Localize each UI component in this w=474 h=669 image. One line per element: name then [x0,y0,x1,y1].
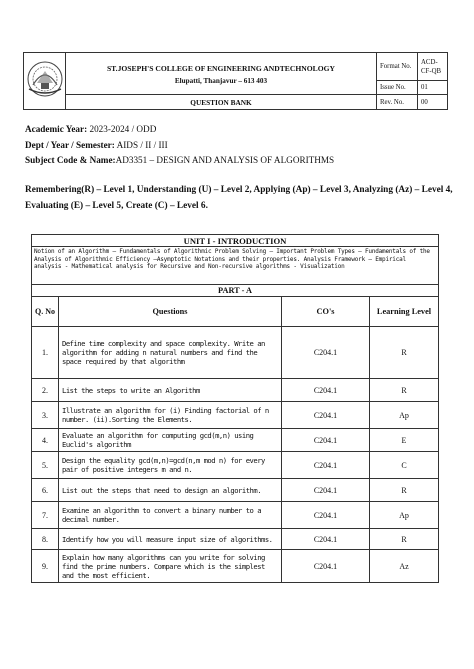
col-header-questions: Questions [59,297,282,327]
learning-level: C [370,452,439,479]
table-row [32,327,439,379]
course-outcome: C204.1 [282,379,370,402]
subject-value: AD3351 – DESIGN AND ANALYSIS OF ALGORITHMS [115,155,335,165]
issue-value: 01 [418,81,448,95]
course-outcome: C204.1 [282,429,370,452]
question-text: Illustrate an algorithm for (i) Finding factorial of n number. (ii).Sorting the Elements. [59,402,282,429]
question-number: 7. [32,502,59,529]
col-header-qno: Q. No [32,297,59,327]
dept-label: Dept / Year / Semester: [25,140,115,150]
unit-syllabus: Notion of an Algorithm – Fundamentals of Algorithmic Problem Solving – Important Problem Types – Fundamentals of the Analysis of Algorithmic Efficiency –Asymptotic Notations and their properties. Analysis Framework – Empirical analysis - Mathematical analysis for Recursive and Non-recursive algorithms - Visualization [32,247,439,285]
part-heading: PART - A [32,285,439,297]
question-text: Define time complexity and space complexity. Write an algorithm for adding n natural numbers and find the space required by that algorithm [59,327,282,379]
academic-year-label: Academic Year: [25,124,88,134]
learning-level: Az [370,550,439,583]
course-outcome: C204.1 [282,550,370,583]
logo-frame [24,53,66,110]
table-row [32,402,439,429]
unit-title: UNIT I - INTRODUCTION [32,235,439,247]
format-label: Format No. [377,53,418,81]
question-text: Examine an algorithm to convert a binary number to a decimal number. [59,502,282,529]
learning-level: R [370,327,439,379]
rev-label: Rev. No. [377,95,418,110]
learning-level: Ap [370,502,439,529]
question-bank-title: QUESTION BANK [66,95,377,110]
subject-line [25,154,334,166]
col-header-level: Learning Level [370,297,439,327]
question-text: Explain how many algorithms can you write for solving find the prime numbers. Compare which is the simplest and the most efficient. [59,550,282,583]
rev-value: 00 [418,95,448,110]
table-row [32,452,439,479]
question-number: 4. [32,429,59,452]
seal-icon [25,59,65,99]
course-outcome: C204.1 [282,502,370,529]
question-number: 1. [32,327,59,379]
college-cell [66,53,377,95]
question-table [31,234,439,583]
table-row [32,429,439,452]
question-text: Design the equality gcd(m,n)=gcd(n,m mod n) for every pair of positive integers m and n. [59,452,282,479]
question-text: Identify how you will measure input size of algorithms. [59,529,282,550]
college-heading: ST.JOSEPH'S COLLEGE OF ENGINEERING ANDTECHNOLOGY [106,64,336,73]
question-text: List the steps to write an Algorithm [59,379,282,402]
course-outcome: C204.1 [282,452,370,479]
table-row [32,379,439,402]
course-outcome: C204.1 [282,479,370,502]
issue-label: Issue No. [377,81,418,95]
college-place: Elupatti, Thanjavur – 613 403 [174,77,268,85]
learning-level: R [370,379,439,402]
question-number: 8. [32,529,59,550]
course-outcome: C204.1 [282,529,370,550]
course-outcome: C204.1 [282,402,370,429]
question-text: List out the steps that need to design an algorithm. [59,479,282,502]
table-row [32,479,439,502]
subject-label: Subject Code & Name: [25,155,116,165]
question-number: 5. [32,452,59,479]
header-grid [23,52,448,110]
col-header-cos: CO's [282,297,370,327]
question-number: 2. [32,379,59,402]
academic-year-value: 2023-2024 / ODD [89,124,157,134]
dept-value: AIDS / II / III [116,140,168,150]
learning-levels-legend: Remembering(R) – Level 1, Understanding (U) – Level 2, Applying (Ap) – Level 3, Analyzing (Az) – Level 4, Evaluating (E) – Level 5, Create (C) – Level 6. [25,185,453,211]
table-row [32,502,439,529]
question-number: 6. [32,479,59,502]
question-number: 3. [32,402,59,429]
dept-line [25,139,168,151]
academic-year-line [25,123,156,135]
table-row [32,550,439,583]
learning-level: Ap [370,402,439,429]
learning-level: R [370,479,439,502]
question-text: Evaluate an algorithm for computing gcd(m,n) using Euclid's algorithm [59,429,282,452]
learning-level: R [370,529,439,550]
question-rows [32,327,439,583]
course-outcome: C204.1 [282,327,370,379]
table-row [32,529,439,550]
learning-level: E [370,429,439,452]
question-number: 9. [32,550,59,583]
format-value: ACD-CF-QB [418,53,448,81]
